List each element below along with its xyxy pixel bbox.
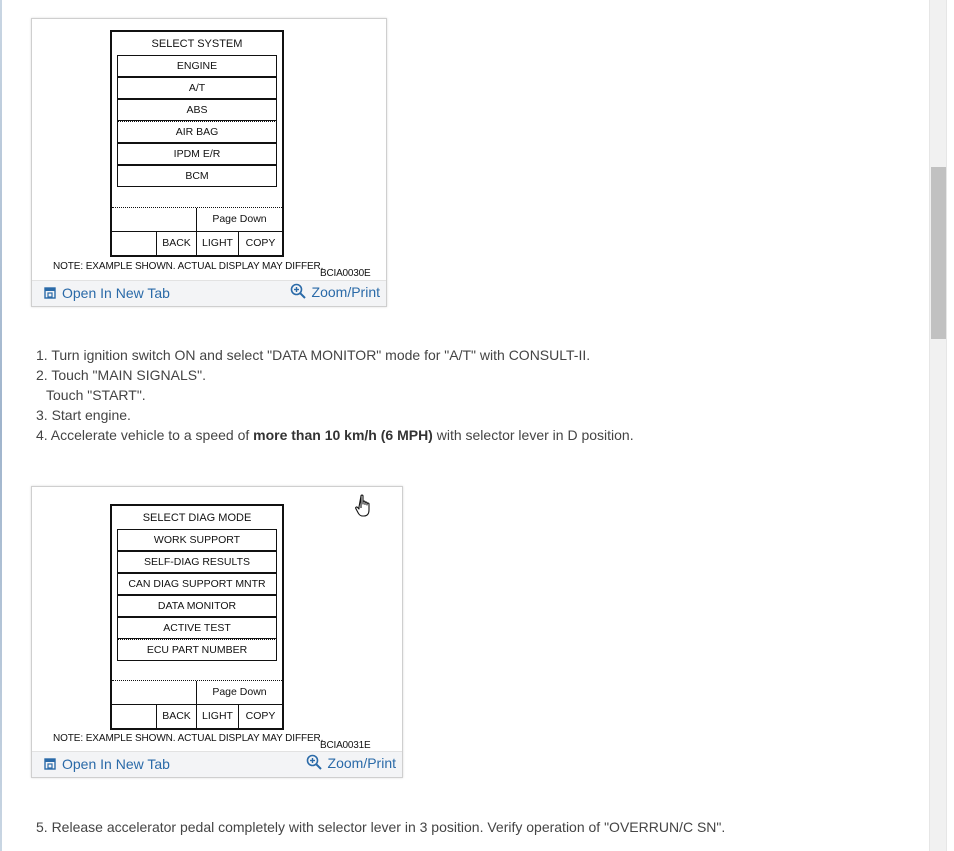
figure-code: BCIA0031E [320,740,371,751]
step-1: 1. Turn ignition switch ON and select "DATA MONITOR" mode for "A/T" with CONSULT-II. [36,347,591,363]
step-2-continued: Touch "START". [46,387,146,403]
menu-item-active-test: ACTIVE TEST [117,617,277,639]
nav-button-row [112,704,282,728]
step-4 [36,425,634,445]
copy-label: COPY [238,705,282,728]
consult-screen-select-system [110,30,284,257]
menu-item-data-monitor: DATA MONITOR [117,595,277,617]
menu-item-at: A/T [117,77,277,99]
open-in-new-tab-link[interactable] [44,285,170,301]
figure-note: NOTE: EXAMPLE SHOWN. ACTUAL DISPLAY MAY DIFFER. [53,733,324,744]
zoom-in-icon [290,283,306,299]
scrollbar-thumb[interactable] [931,167,946,339]
zoom-print-label: Zoom/Print [311,284,380,300]
page-down-label: Page Down [196,208,282,231]
nav-button-row [112,231,282,255]
figure-select-system [31,18,387,307]
figure-note: NOTE: EXAMPLE SHOWN. ACTUAL DISPLAY MAY DIFFER. [53,261,324,272]
procedure-step-5 [36,817,725,837]
light-label: LIGHT [196,705,238,728]
menu-item-can-diag-support: CAN DIAG SUPPORT MNTR [117,573,277,595]
menu-item-work-support: WORK SUPPORT [117,529,277,551]
hand-pointer-icon [354,494,374,523]
zoom-print-link[interactable] [306,753,396,771]
light-label: LIGHT [196,232,238,255]
screen-title: SELECT SYSTEM [151,38,243,50]
step-4-text: 4. Accelerate vehicle to a speed of [36,427,254,443]
step-4-speed: more than 10 km/h (6 MPH) [253,427,433,443]
open-in-new-tab-label: Open In New Tab [62,756,170,772]
step-3: 3. Start engine. [36,407,131,423]
step-4-text-end: with selector lever in D position. [432,427,634,443]
menu-item-ipdm: IPDM E/R [117,143,277,165]
menu-item-self-diag-results: SELF-DIAG RESULTS [117,551,277,573]
menu-item-air-bag: AIR BAG [117,121,277,143]
open-in-new-tab-link[interactable] [44,756,170,772]
figure-action-bar [32,751,402,777]
step-2: 2. Touch "MAIN SIGNALS". [36,367,206,383]
page-down-row [112,680,282,704]
figure-select-diag-mode [31,486,403,778]
open-in-new-tab-icon [44,758,56,770]
step-5: 5. Release accelerator pedal completely with selector lever in 3 position. Verify operation of "OVERRUN/C SN". [36,819,726,835]
copy-label: COPY [238,232,282,255]
window-right-edge [946,0,954,851]
zoom-in-icon [306,754,322,770]
zoom-print-link[interactable] [290,282,380,300]
open-in-new-tab-label: Open In New Tab [62,285,170,301]
menu-item-ecu-part-number: ECU PART NUMBER [117,639,277,661]
back-label: BACK [156,232,196,255]
consult-screen-select-diag-mode [110,504,284,730]
menu-item-engine: ENGINE [117,55,277,77]
back-label: BACK [156,705,196,728]
page-down-row [112,207,282,231]
menu-item-bcm: BCM [117,165,277,187]
figure-action-bar [32,280,386,306]
screen-title: SELECT DIAG MODE [142,512,252,524]
figure-code: BCIA0030E [320,268,371,279]
procedure-steps-1-4 [36,345,634,445]
menu-item-abs: ABS [117,99,277,121]
open-in-new-tab-icon [44,287,56,299]
zoom-print-label: Zoom/Print [327,755,396,771]
page-down-label: Page Down [196,681,282,704]
